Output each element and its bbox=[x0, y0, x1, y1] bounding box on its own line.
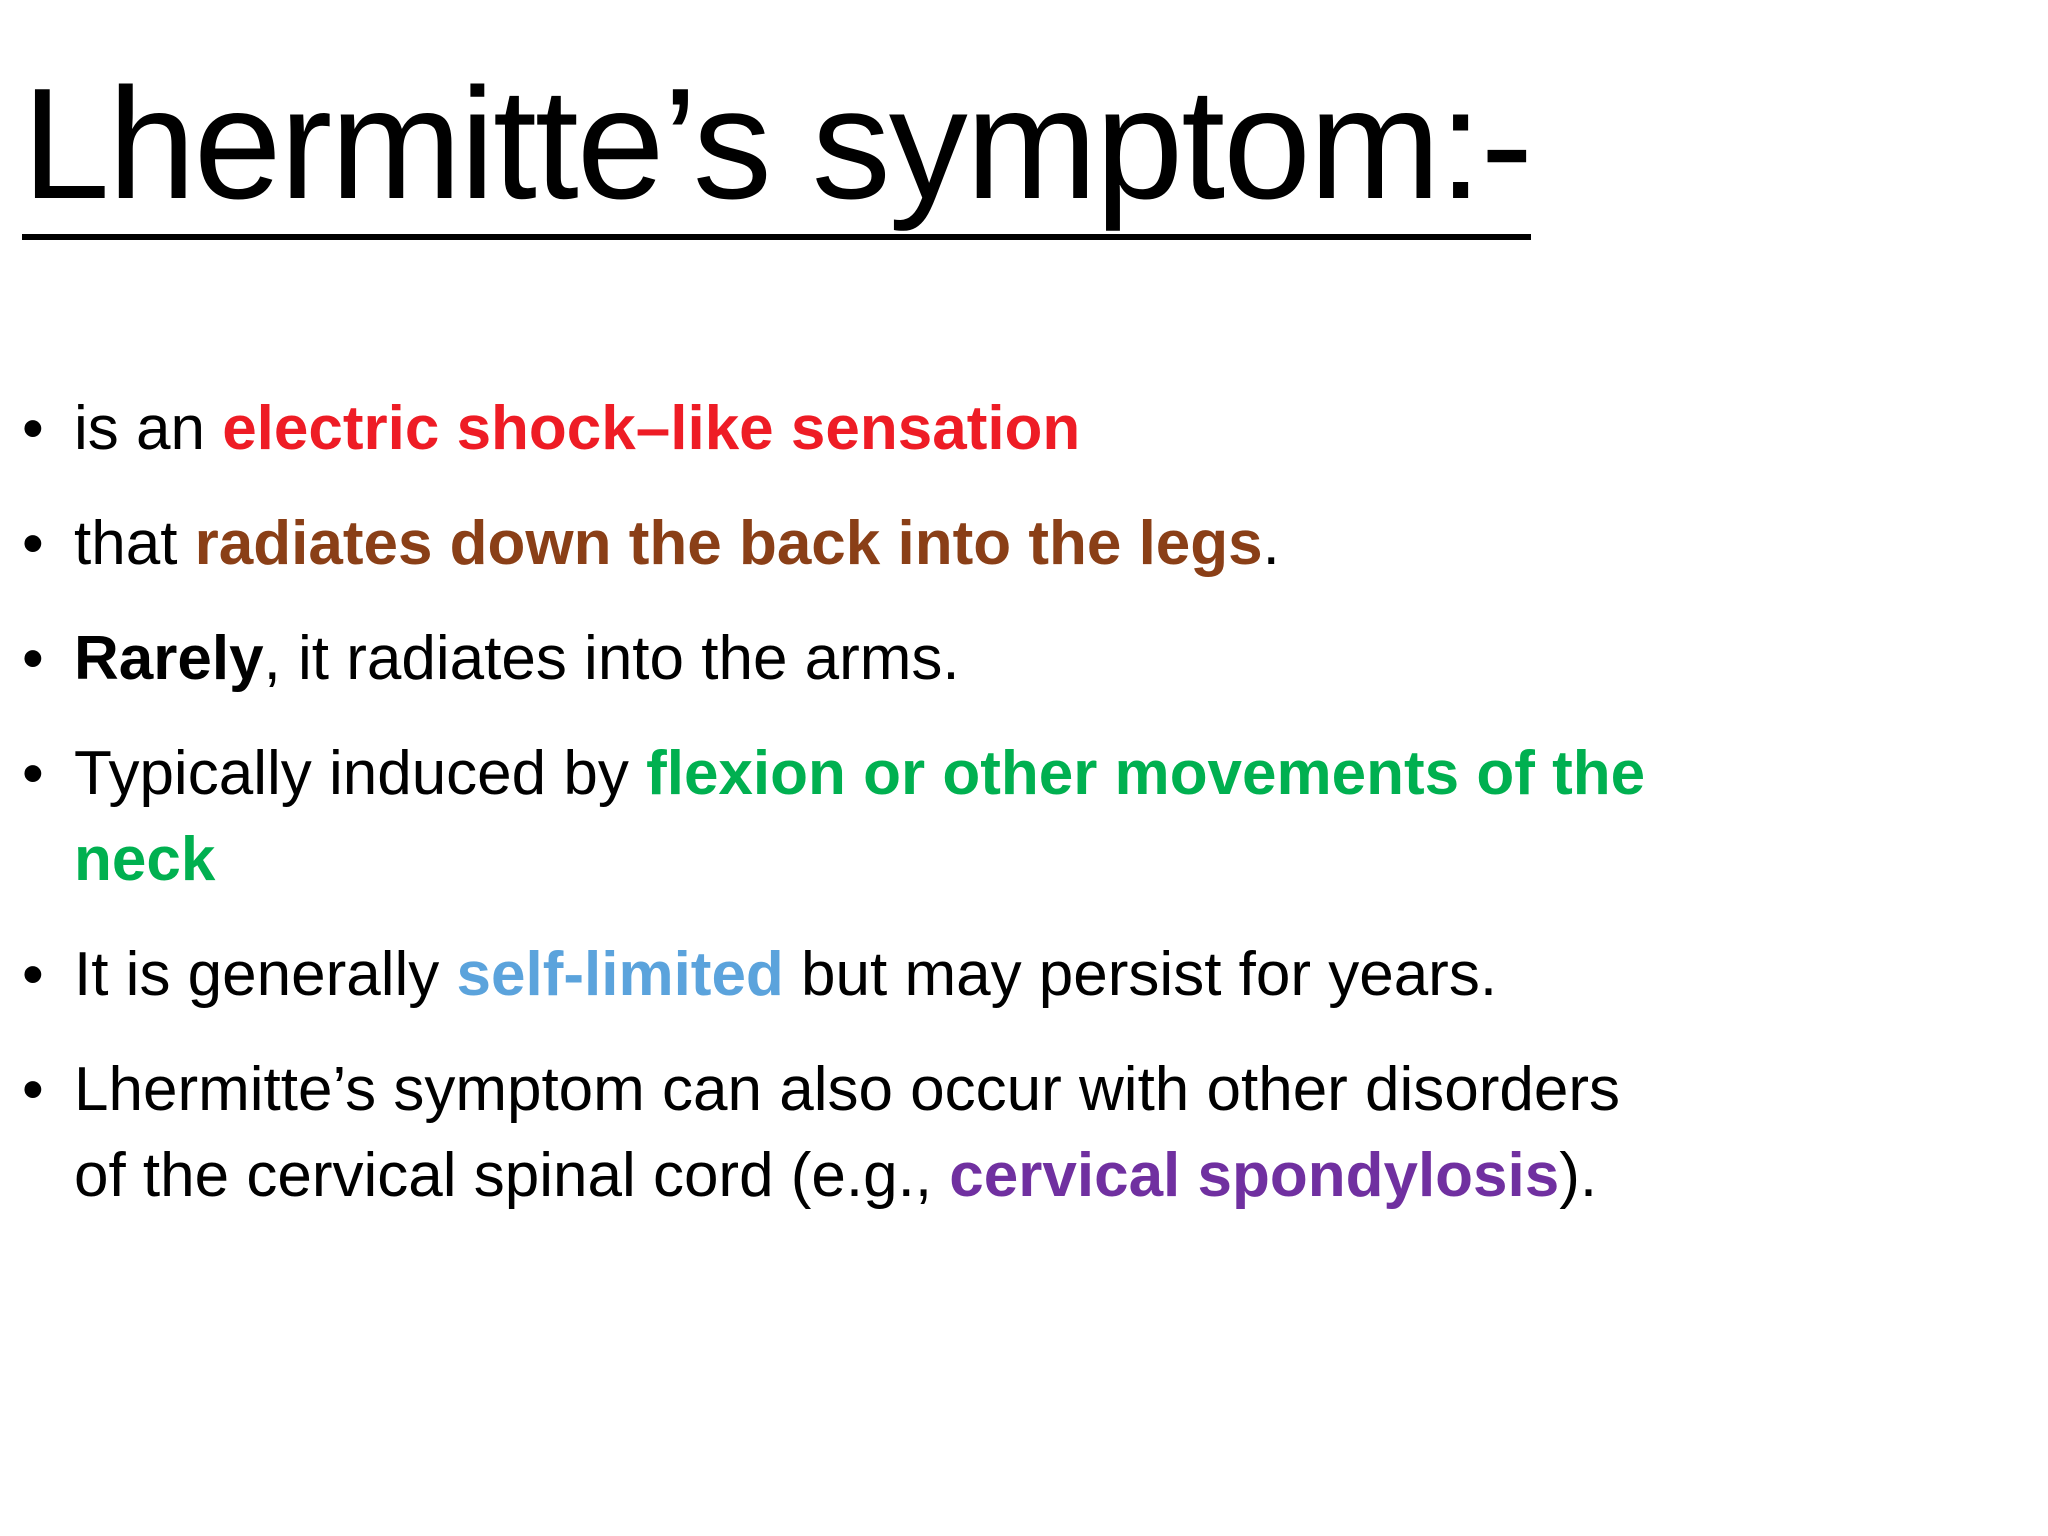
bullet-text: It is generally bbox=[74, 940, 457, 1009]
bullet-dot: • bbox=[22, 624, 44, 693]
bullet-text: that bbox=[74, 509, 195, 578]
bullet-line: Lhermitte’s symptom can also occur with other disorders bbox=[74, 1055, 1621, 1124]
bullet-line bbox=[74, 731, 1960, 817]
highlight-text: cervical spondylosis bbox=[949, 1141, 1560, 1210]
bullet-dot: • bbox=[22, 739, 44, 808]
bullet-line bbox=[74, 817, 1960, 903]
bullet-item-6 bbox=[0, 1047, 1960, 1219]
bold-text: Rarely bbox=[74, 624, 264, 693]
bullet-text: ). bbox=[1559, 1141, 1598, 1210]
bullet-text: is an bbox=[74, 394, 223, 463]
bullet-item-2 bbox=[0, 501, 1960, 587]
highlight-text: radiates down the back into the legs bbox=[194, 509, 1263, 578]
bullet-text: , it radiates into the arms. bbox=[263, 624, 960, 693]
bullet-item-3 bbox=[0, 616, 1960, 702]
bullet-line bbox=[74, 1133, 1960, 1219]
bullet-text: Typically induced by bbox=[74, 739, 647, 808]
bullet-dot: • bbox=[22, 509, 44, 578]
bullet-item-4 bbox=[0, 731, 1960, 903]
bullet-list bbox=[0, 386, 1960, 1248]
bullet-text: . bbox=[1262, 509, 1280, 578]
bullet-text: of the cervical spinal cord (e.g., bbox=[74, 1141, 950, 1210]
bullet-dot: • bbox=[22, 1055, 44, 1124]
highlight-text: flexion or other movements of the bbox=[646, 739, 1646, 808]
slide-title: Lhermitte’s symptom:- bbox=[22, 62, 1531, 240]
bullet-item-5 bbox=[0, 932, 1960, 1018]
highlight-text: neck bbox=[74, 825, 216, 894]
highlight-text: self-limited bbox=[456, 940, 784, 1009]
bullet-dot: • bbox=[22, 940, 44, 1009]
highlight-text: electric shock–like sensation bbox=[222, 394, 1081, 463]
bullet-text: but may persist for years. bbox=[783, 940, 1498, 1009]
bullet-item-1 bbox=[0, 386, 1960, 472]
bullet-dot: • bbox=[22, 394, 44, 463]
